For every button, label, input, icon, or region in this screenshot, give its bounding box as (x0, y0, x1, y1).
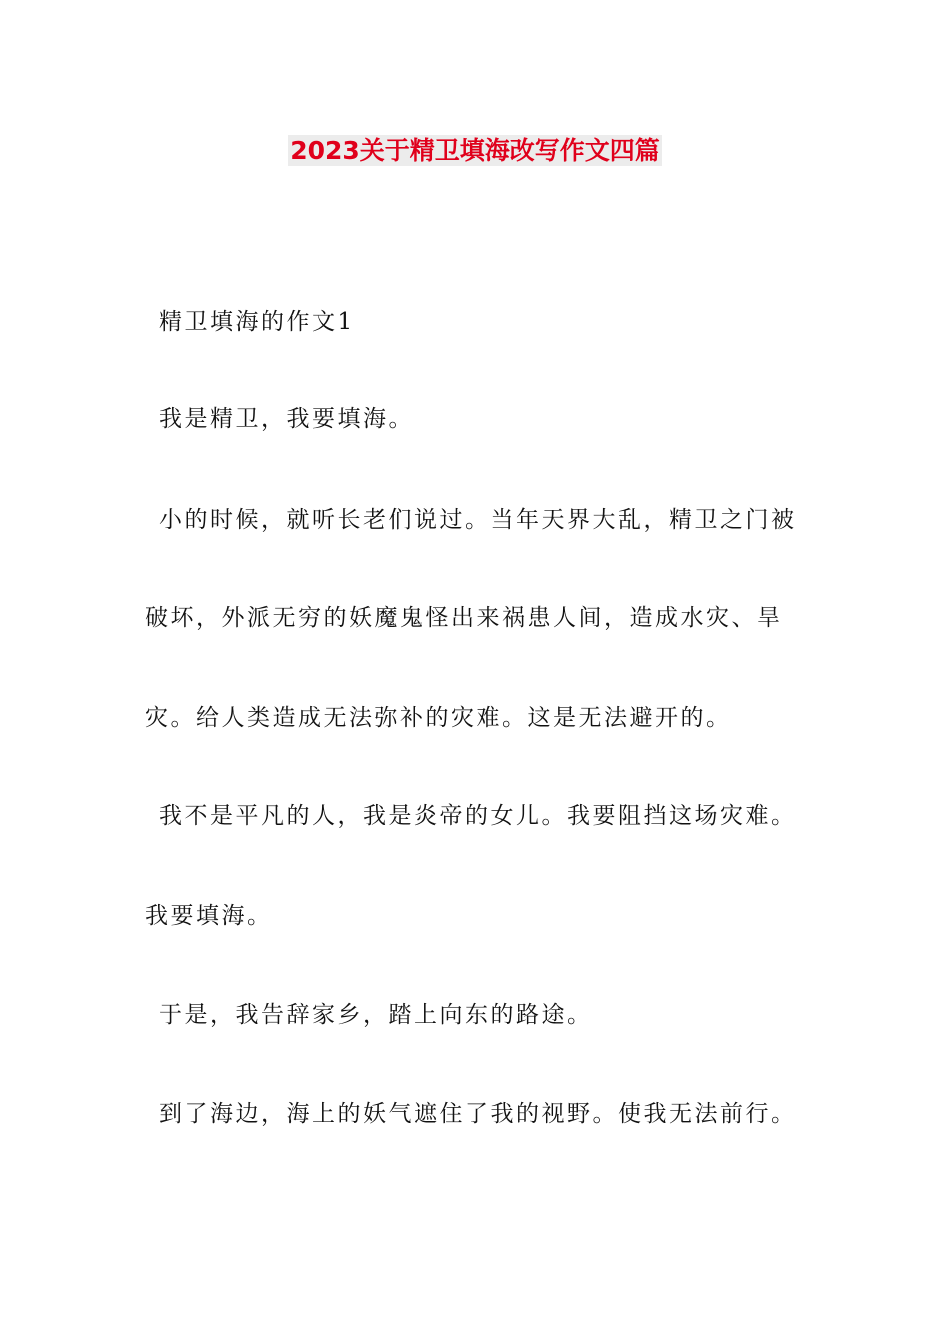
paragraph-line: 到了海边，海上的妖气遮住了我的视野。使我无法前行。 (159, 1101, 797, 1127)
document-title-text: 2023关于精卫填海改写作文四篇 (290, 136, 660, 165)
paragraph-line: 小的时候，就听长老们说过。当年天界大乱，精卫之门被 (159, 507, 797, 533)
paragraph-line: 我不是平凡的人，我是炎帝的女儿。我要阻挡这场灾难。 (159, 803, 797, 829)
paragraph-line: 灾。给人类造成无法弥补的灾难。这是无法避开的。 (145, 705, 732, 731)
paragraph-line: 破坏，外派无穷的妖魔鬼怪出来祸患人间，造成水灾、旱 (145, 605, 783, 631)
paragraph-line: 我要填海。 (145, 903, 273, 929)
paragraph-line: 于是，我告辞家乡，踏上向东的路途。 (159, 1002, 593, 1028)
paragraph-line: 我是精卫，我要填海。 (159, 406, 414, 432)
section-heading: 精卫填海的作文1 (159, 309, 355, 335)
document-title (0, 134, 950, 168)
